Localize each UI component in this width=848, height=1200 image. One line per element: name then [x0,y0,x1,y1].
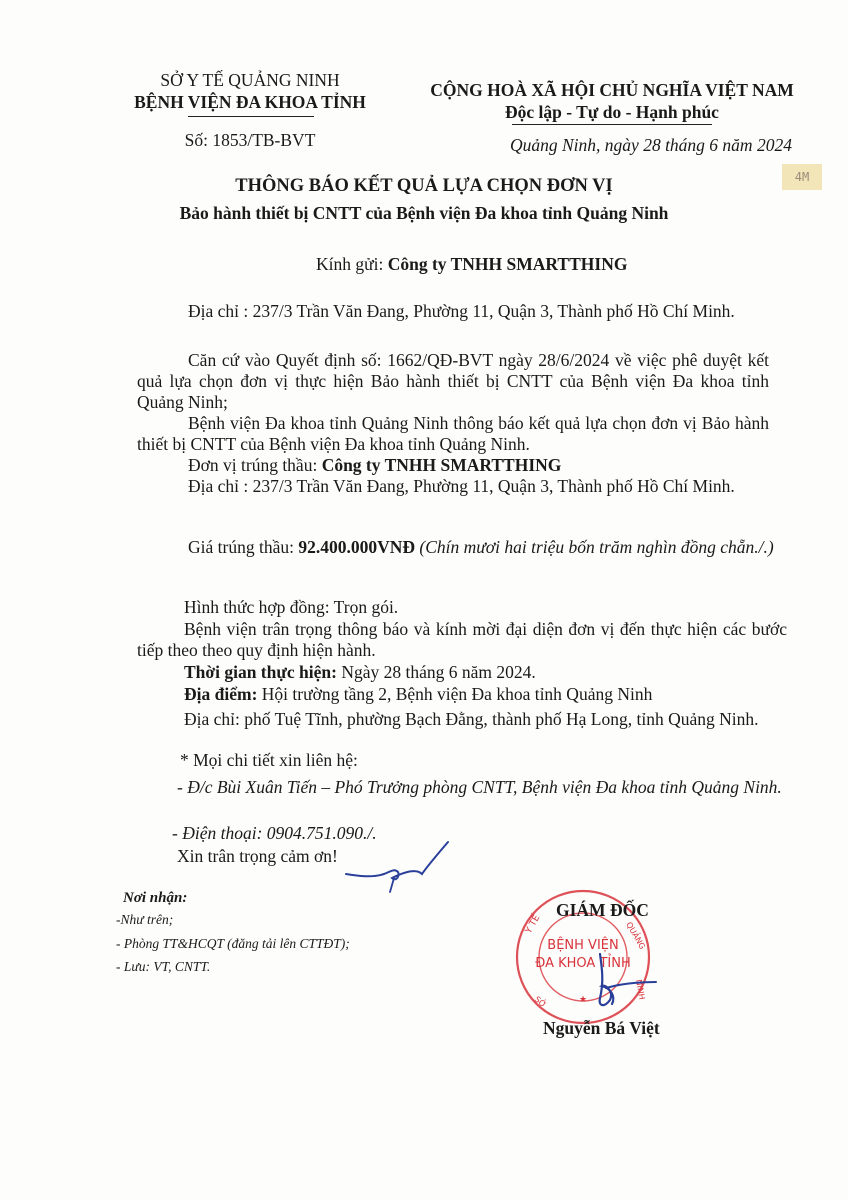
winner-name: Công ty TNHH SMARTTHING [321,455,562,475]
recipient [316,254,627,275]
price-words: (Chín mươi hai triệu bốn trăm nghìn đồng chẵn./.) [419,537,774,557]
doc-number: Số: 1853/TB-BVT [184,130,316,150]
winner-line [188,455,561,476]
time-line [184,662,536,683]
svg-text:SỞ: SỞ [532,994,548,1010]
stamp-text-line2: ĐA KHOA TỈNH [535,956,631,971]
svg-text:Y TẾ: Y TẾ [523,913,543,936]
contact-phone: - Điện thoại: 0904.751.090./. [172,823,377,843]
price-label: Giá trúng thầu: [188,537,294,557]
thanks-line: Xin trân trọng cảm ơn! [177,846,338,866]
place-date: Quảng Ninh, ngày 28 tháng 6 năm 2024 [510,135,792,155]
time-value: Ngày 28 tháng 6 năm 2024. [341,662,536,682]
recipient-label: Kính gửi: [316,254,384,274]
notice-subtitle: Bảo hành thiết bị CNTT của Bệnh viện Đa khoa tỉnh Quảng Ninh [179,203,669,223]
price-paragraph [137,537,787,558]
received-badge: 4M [782,164,822,190]
recipient-name: Công ty TNHH SMARTTHING [387,254,628,274]
svg-text:QUẢNG: QUẢNG [624,920,647,951]
svg-text:NINH: NINH [634,978,647,1001]
invite-paragraph: Bệnh viện trân trọng thông báo và kính mời đại diện đơn vị đến thực hiện các bước tiếp theo theo quy định hiện hành. [137,619,787,660]
motto-underline [512,124,712,125]
signer-position: GIÁM ĐỐC [556,900,649,920]
signer-name: Nguyễn Bá Việt [543,1018,660,1038]
hospital-underline [188,116,314,117]
contact-person: - Đ/c Bùi Xuân Tiến – Phó Trưởng phòng CNTT, Bệnh viện Đa khoa tỉnh Quảng Ninh. [177,777,782,797]
venue-label: Địa điểm: [184,684,258,704]
department-name: SỞ Y TẾ QUẢNG NINH [160,70,340,90]
national-motto: Độc lập - Tự do - Hạnh phúc [505,102,719,122]
venue-line [184,684,652,705]
recipient-address: Địa chỉ : 237/3 Trần Văn Đang, Phường 11, Quận 3, Thành phố Hồ Chí Minh. [188,301,735,321]
notice-title: THÔNG BÁO KẾT QUẢ LỰA CHỌN ĐƠN VỊ [235,176,613,196]
director-signature [586,948,666,1018]
price-value: 92.400.000VNĐ [298,537,415,557]
svg-text:★: ★ [578,995,588,1005]
recipient-item-1: -Như trên; [116,912,174,927]
stamp-text-line1: BỆNH VIỆN [547,938,619,953]
recipients-title: Nơi nhận: [123,890,188,906]
announce-paragraph: Bệnh viện Đa khoa tỉnh Quảng Ninh thông báo kết quả lựa chọn đơn vị Bảo hành thiết bị CNTT của Bệnh viện Đa khoa tỉnh Quảng Ninh. [137,413,769,454]
contract-form: Hình thức hợp đồng: Trọn gói. [184,597,399,617]
winner-label: Đơn vị trúng thầu: [188,455,318,475]
initials-signature [338,838,458,898]
republic-name: CỘNG HOÀ XÃ HỘI CHỦ NGHĨA VIỆT NAM [430,80,794,100]
winner-address: Địa chỉ : 237/3 Trần Văn Đang, Phường 11, Quận 3, Thành phố Hồ Chí Minh. [188,476,735,496]
hospital-name: BỆNH VIỆN ĐA KHOA TỈNH [134,92,366,112]
venue-value: Hội trường tầng 2, Bệnh viện Đa khoa tỉnh Quảng Ninh [261,684,653,704]
time-label: Thời gian thực hiện: [184,662,337,682]
contact-intro: * Mọi chi tiết xin liên hệ: [180,750,358,770]
recipient-item-3: - Lưu: VT, CNTT. [116,959,211,974]
recipient-item-2: - Phòng TT&HCQT (đăng tải lên CTTĐT); [116,936,350,951]
venue-address: Địa chỉ: phố Tuệ Tĩnh, phường Bạch Đằng, thành phố Hạ Long, tỉnh Quảng Ninh. [184,709,759,729]
basis-paragraph: Căn cứ vào Quyết định số: 1662/QĐ-BVT ngày 28/6/2024 về việc phê duyệt kết quả lựa chọn đơn vị thực hiện Bảo hành thiết bị CNTT của Bệnh viện Đa khoa tỉnh Quảng Ninh; [137,350,769,412]
